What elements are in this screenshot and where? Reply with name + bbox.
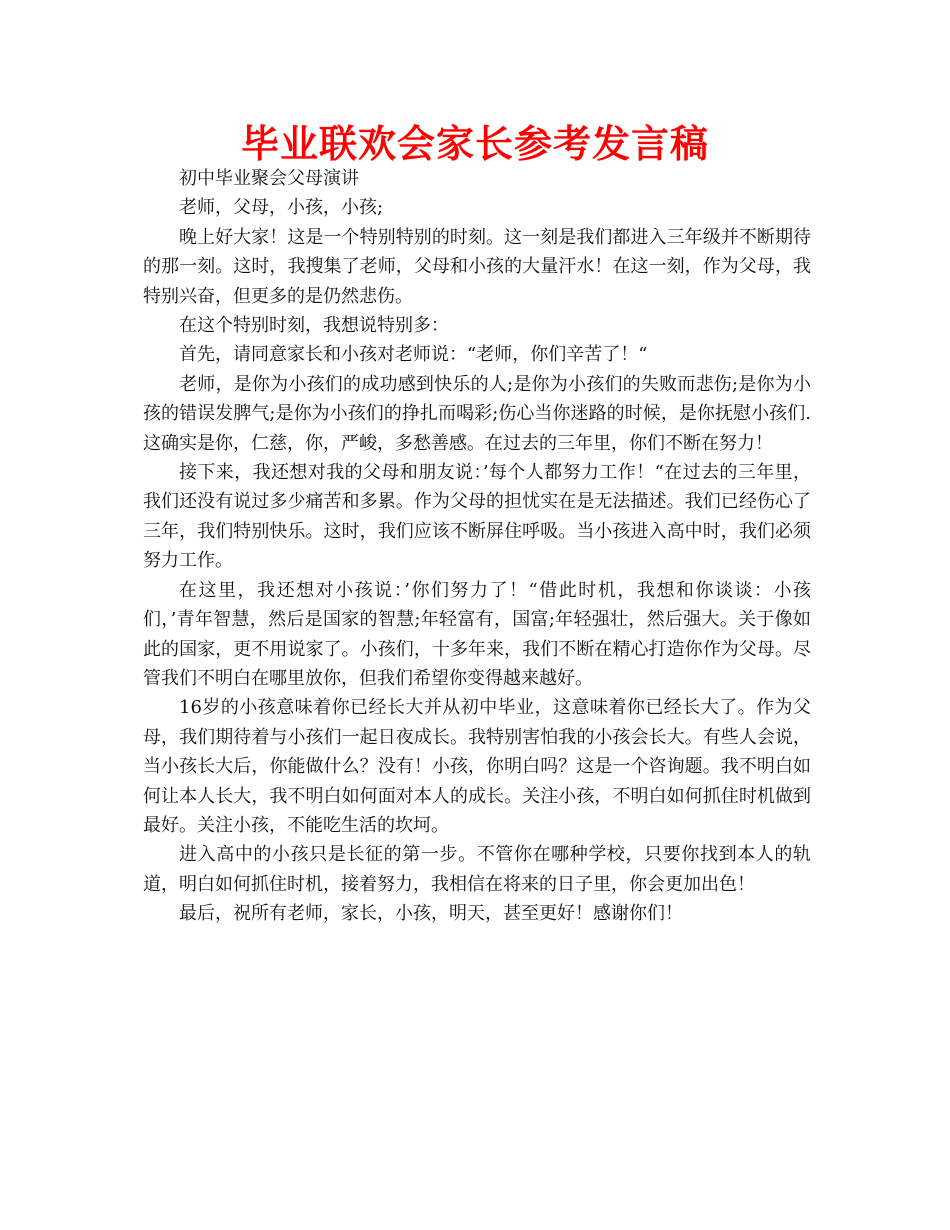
paragraph-growing-up: 16岁的小孩意味着你已经长大并从初中毕业，这意味着你已经长大了。作为父母，我们期待着与小孩们一起日夜成长。我特别害怕我的小孩会长大。有些人会说，当小孩长大后，你能做什么？没有！小孩，你明白吗？这是一个咨询题。我不明白如何让本人长大，我不明白如何面对本人的成长。关注小孩，不明白如何抓住时机做到最好。关注小孩，不能吃生活的坎坷。 [143, 697, 811, 836]
paragraph-children: 在这里，我还想对小孩说：’你们努力了！“借此时机，我想和你谈谈：小孩们，’青年智慧，然后是国家的智慧;年轻富有，国富;年轻强壮，然后强大。关于像如此的国家，更不用说家了。小孩们，十多年来，我们不断在精心打造你作为父母。尽管我们不明白在哪里放你，但我们希望你变得越来越好。 [143, 579, 811, 689]
paragraph-teachers: 老师，是你为小孩们的成功感到快乐的人;是你为小孩们的失败而悲伤;是你为小孩的错误发脾气;是你为小孩们的挣扎而喝彩;伤心当你迷路的时候，是你抚慰小孩们.这确实是你，仁慈，你，严峻，多愁善感。在过去的三年里，你们不断在努力！ [143, 373, 811, 454]
document-title: 毕业联欢会家长参考发言稿 [240, 122, 709, 166]
paragraph-high-school: 进入高中的小孩只是长征的第一步。不管你在哪种学校，只要你找到本人的轨道，明白如何抓住时机，接着努力，我相信在将来的日子里，你会更加出色！ [143, 844, 811, 895]
paragraph-parents: 接下来，我还想对我的父母和朋友说：’每个人都努力工作！“在过去的三年里，我们还没有说过多少痛苦和多累。作为父母的担忧实在是无法描述。我们已经伤心了三年，我们特别快乐。这时，我们应该不断屏住呼吸。当小孩进入高中时，我们必须努力工作。 [143, 462, 811, 572]
paragraph-subtitle: 初中毕业聚会父母演讲 [179, 168, 359, 189]
paragraph-first: 首先，请同意家长和小孩对老师说：“老师，你们辛苦了！“ [179, 344, 648, 366]
paragraph-salutation: 老师，父母，小孩，小孩; [179, 197, 384, 219]
paragraph-greeting: 晚上好大家！这是一个特别特别的时刻。这一刻是我们都进入三年级并不断期待的那一刻。这时，我搜集了老师，父母和小孩的大量汗水！在这一刻，作为父母，我特别兴奋，但更多的是仍然悲伤。 [143, 226, 811, 307]
paragraph-closing: 最后，祝所有老师，家长，小孩，明天，甚至更好！感谢你们！ [179, 903, 683, 925]
paragraph-intro: 在这个特别时刻，我想说特别多： [179, 315, 449, 337]
document-body [143, 164, 811, 929]
